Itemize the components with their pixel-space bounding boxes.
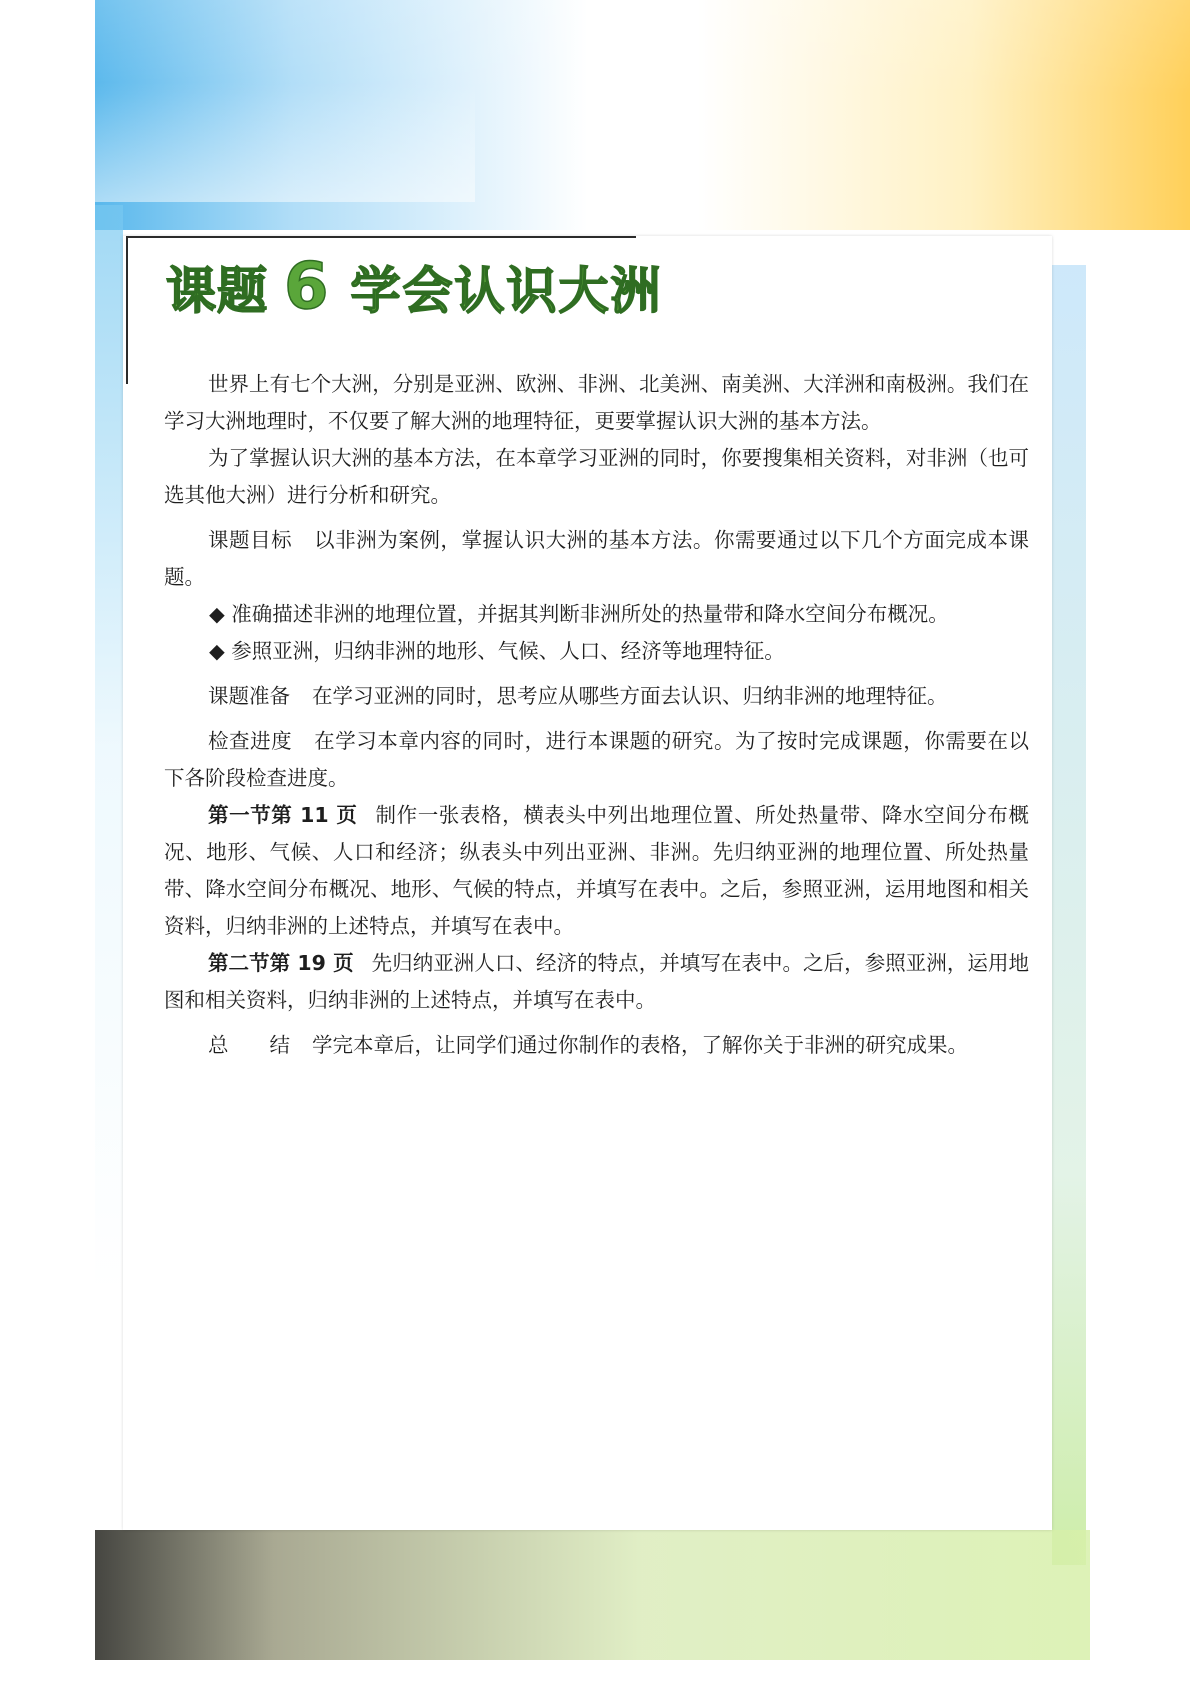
goal-paragraph (164, 522, 1029, 596)
goal-label: 课题目标 (208, 528, 293, 552)
check-paragraph (164, 723, 1029, 797)
stage-2-text: 先归纳亚洲人口、经济的特点，并填写在表中。之后，参照亚洲，运用地图和相关资料，归纳非洲的上述特点，并填写在表中。 (164, 951, 1029, 1012)
stage-1-label: 第一节第 11 页 (208, 803, 358, 827)
stage-2-label: 第二节第 19 页 (208, 951, 354, 975)
title-label: 课题 (166, 262, 268, 320)
intro-paragraph-1: 世界上有七个大洲，分别是亚洲、欧洲、非洲、北美洲、南美洲、大洋洲和南极洲。我们在学习大洲地理时，不仅要了解大洲的地理特征，更要掌握认识大洲的基本方法。 (164, 372, 1029, 433)
header-fade (95, 0, 1190, 95)
check-text: 在学习本章内容的同时，进行本课题的研究。为了按时完成课题，你需要在以下各阶段检查进度。 (164, 729, 1030, 790)
check-label: 检查进度 (208, 729, 293, 753)
prep-paragraph (164, 678, 1029, 715)
title-frame-left (126, 236, 128, 384)
goal-bullet-2: ◆ 参照亚洲，归纳非洲的地形、气候、人口、经济等地理特征。 (209, 639, 785, 663)
page-title (166, 250, 663, 330)
prep-label: 课题准备 (208, 684, 290, 708)
goal-text: 以非洲为案例，掌握认识大洲的基本方法。你需要通过以下几个方面完成本课题。 (164, 528, 1030, 589)
right-edge-band (1052, 265, 1086, 1565)
stage-1-text: 制作一张表格，横表头中列出地理位置、所处热量带、降水空间分布概况、地形、气候、人口和经济；纵表头中列出亚洲、非洲。先归纳亚洲的地理位置、所处热量带、降水空间分布概况、地形、气候的特点，并填写在表中。之后，参照亚洲，运用地图和相关资料，归纳非洲的上述特点，并填写在表中。 (164, 803, 1029, 938)
left-edge-band (95, 205, 123, 1565)
summary-text: 学完本章后，让同学们通过你制作的表格，了解你关于非洲的研究成果。 (312, 1033, 968, 1057)
prep-text: 在学习亚洲的同时，思考应从哪些方面去认识、归纳非洲的地理特征。 (312, 684, 948, 708)
body-text (164, 366, 1029, 1064)
goal-bullet-1: ◆ 准确描述非洲的地理位置，并据其判断非洲所处的热量带和降水空间分布概况。 (209, 602, 949, 626)
title-number: 6 (284, 250, 329, 324)
summary-label: 总 结 (208, 1033, 290, 1057)
title-text: 学会认识大洲 (350, 262, 663, 320)
stage-2-paragraph (164, 945, 1029, 1019)
intro-paragraph-2: 为了掌握认识大洲的基本方法，在本章学习亚洲的同时，你要搜集相关资料，对非洲（也可选其他大洲）进行分析和研究。 (164, 446, 1029, 507)
footer-gradient-band (95, 1530, 1090, 1660)
summary-paragraph (164, 1027, 1029, 1064)
title-frame-top (126, 236, 636, 238)
header-corner-fade (95, 82, 475, 202)
stage-1-paragraph (164, 797, 1029, 945)
